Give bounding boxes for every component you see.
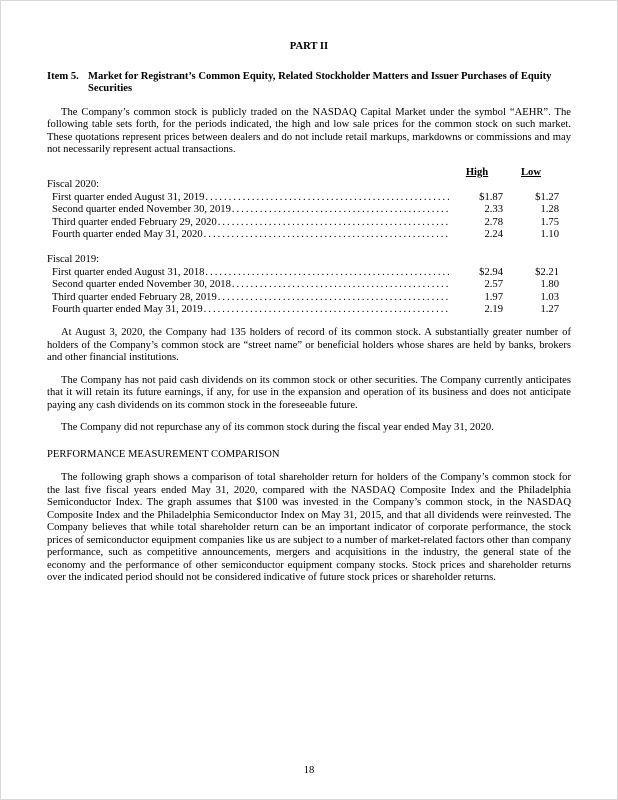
low-column-header: Low <box>520 166 541 178</box>
section-label: Fiscal 2020: <box>47 179 100 191</box>
high-value: 1.97 <box>484 291 503 303</box>
table-section-gap <box>47 242 559 254</box>
row-label: Third quarter ended February 28, 2019 <box>52 291 217 303</box>
item5-heading <box>47 71 571 96</box>
low-value: 1.10 <box>540 229 559 241</box>
table-row <box>47 279 559 292</box>
holders-paragraph: At August 3, 2020, the Company had 135 holders of record of its common stock. A substantially greater number of holders of the Company’s common stock are “street name” or beneficial holders whose shares are held by banks, brokers and other financial institutions. <box>47 327 571 364</box>
low-value: $2.21 <box>535 266 559 278</box>
low-value: $1.27 <box>535 191 559 203</box>
low-value: 1.03 <box>540 291 559 303</box>
high-value: $1.87 <box>479 191 503 203</box>
intro-paragraph: The Company’s common stock is publicly traded on the NASDAQ Capital Market under the symbol “AEHR”. The following table sets forth, for the periods indicated, the high and low sale prices for the common stock on such market. These quotations represent prices between dealers and do not include retail markups, markdowns or commissions and may not necessarily represent actual transactions. <box>47 106 571 155</box>
repurchase-paragraph: The Company did not repurchase any of its common stock during the fiscal year ended May 31, 2020. <box>61 422 494 434</box>
section-row-fiscal-2020 <box>47 179 559 192</box>
row-label: Third quarter ended February 29, 2020 <box>52 216 217 228</box>
stock-price-table <box>47 167 571 318</box>
high-column-header: High <box>465 166 489 178</box>
dot-leader <box>218 217 449 230</box>
item-title: Market for Registrant’s Common Equity, Related Stockholder Matters and Issuer Purchases of Equity Securities <box>88 70 552 94</box>
row-label: Fourth quarter ended May 31, 2019 <box>52 304 203 316</box>
high-value: $2.94 <box>479 266 503 278</box>
table-row <box>47 192 559 205</box>
table-row <box>47 204 559 217</box>
low-value: 1.75 <box>540 216 559 228</box>
section-row-fiscal-2019 <box>47 254 559 267</box>
table-row <box>47 304 559 317</box>
part-title: PART II <box>289 41 329 52</box>
table-row <box>47 292 559 305</box>
dot-leader <box>232 204 449 217</box>
high-value: 2.33 <box>484 204 503 216</box>
dot-leader <box>205 267 449 280</box>
table-row <box>47 217 559 230</box>
dot-leader <box>205 192 449 205</box>
dot-leader <box>232 279 449 292</box>
high-value: 2.57 <box>484 279 503 291</box>
performance-paragraph: The following graph shows a comparison of total shareholder return for holders of the Company’s common stock for the last five fiscal years ended May 31, 2020, compared with the NASDAQ Composite Index and the Philadelphia Semiconductor Index. The graph assumes that $100 was invested in the Company’s common stock, in the NASDAQ Composite Index and the Philadelphia Semiconductor Index on May 31, 2015, and that all dividends were reinvested. The Company believes that while total shareholder return can be an important indicator of corporate performance, the stock prices of semiconductor equipment companies like us are subject to a number of market-related factors other than company performance, such as competitive announcements, mergers and acquisitions in the industry, the general state of the economy and the performance of other semiconductor equipment company stocks. Stock prices and shareholder returns over the indicated period should not be considered indicative of future stock prices or shareholder returns. <box>47 472 571 584</box>
row-label: First quarter ended August 31, 2019 <box>52 191 205 203</box>
high-value: 2.78 <box>484 216 503 228</box>
dot-leader <box>204 229 449 242</box>
dot-leader <box>204 304 449 317</box>
table-header-row <box>47 167 559 180</box>
row-label: Fourth quarter ended May 31, 2020 <box>52 229 203 241</box>
table-row <box>47 229 559 242</box>
dividends-paragraph: The Company has not paid cash dividends on its common stock or other securities. The Company currently anticipates that it will retain its future earnings, if any, for use in the expansion and operation of its business and does not anticipate paying any cash dividends on its common stock in the foreseeable future. <box>47 374 571 411</box>
row-label: Second quarter ended November 30, 2019 <box>52 204 231 216</box>
low-value: 1.80 <box>540 279 559 291</box>
row-label: Second quarter ended November 30, 2018 <box>52 279 231 291</box>
high-value: 2.19 <box>484 304 503 316</box>
high-value: 2.24 <box>484 229 503 241</box>
low-value: 1.27 <box>540 304 559 316</box>
page-number: 18 <box>303 764 315 776</box>
performance-heading: PERFORMANCE MEASUREMENT COMPARISON <box>47 448 280 460</box>
low-value: 1.28 <box>540 204 559 216</box>
row-label: First quarter ended August 31, 2018 <box>52 266 205 278</box>
table-row <box>47 267 559 280</box>
section-label: Fiscal 2019: <box>47 254 100 266</box>
item-number: Item 5. <box>47 70 79 82</box>
dot-leader <box>218 292 449 305</box>
